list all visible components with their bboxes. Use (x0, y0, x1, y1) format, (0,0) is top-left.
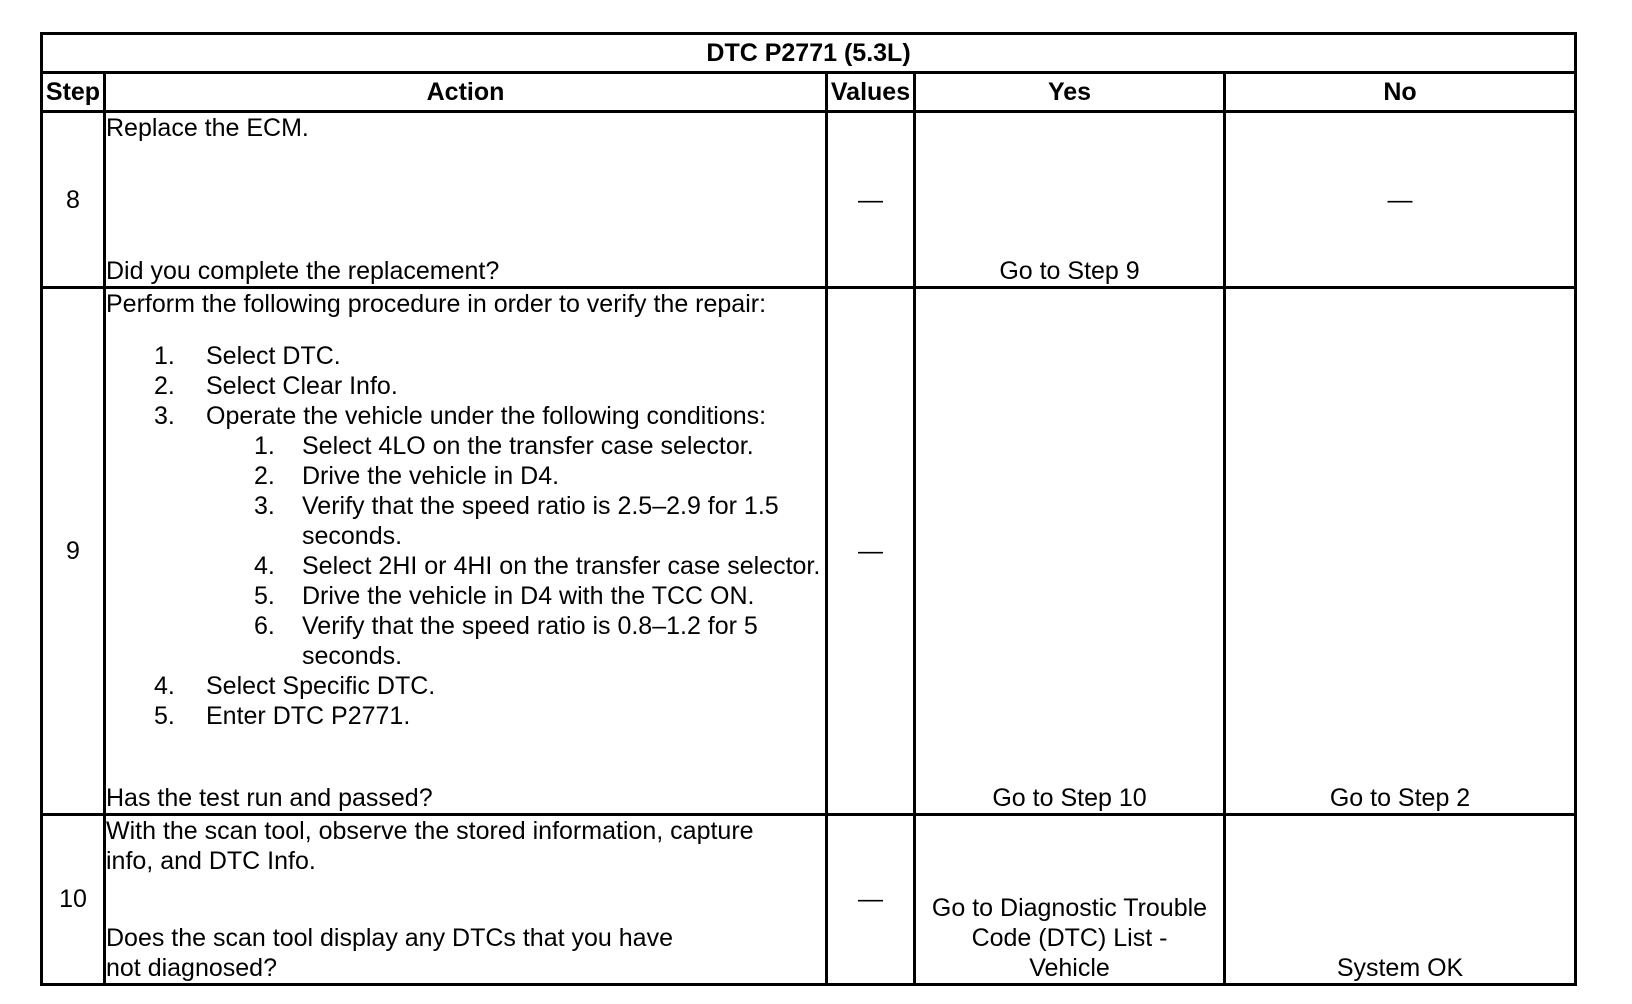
action-question: Does the scan tool display any DTCs that you have not diagnosed? (106, 924, 673, 982)
table-title: DTC P2771 (5.3L) (42, 34, 1576, 73)
header-values: Values (827, 73, 915, 112)
sub-procedure-list (254, 431, 825, 671)
header-step: Step (42, 73, 105, 112)
header-row (42, 73, 1576, 112)
action-intro: With the scan tool, observe the stored information, capture info, and DTC Info. (106, 816, 754, 875)
list-item: 1. Select DTC. (154, 342, 341, 371)
action-cell (105, 814, 827, 984)
header-yes: Yes (915, 73, 1225, 112)
procedure-list (154, 341, 825, 731)
table-row (42, 112, 1576, 288)
yes-cell: Go to Step 10 (915, 288, 1225, 815)
no-cell: Go to Step 2 (1225, 288, 1576, 815)
values-cell: — (827, 112, 915, 288)
list-item: 1. Select 4LO on the transfer case selector. (254, 432, 754, 461)
values-cell: — (827, 814, 915, 984)
values-cell: — (827, 288, 915, 815)
table-row (42, 288, 1576, 815)
step-number: 10 (42, 814, 105, 984)
action-question: Has the test run and passed? (106, 783, 433, 812)
list-item: 2. Drive the vehicle in D4. (254, 462, 560, 491)
list-item: 2. Select Clear Info. (154, 372, 398, 401)
no-cell: System OK (1225, 814, 1576, 984)
action-cell (105, 288, 827, 815)
action-question: Did you complete the replacement? (106, 257, 500, 286)
list-item: 4. Select 2HI or 4HI on the transfer case selector. (254, 552, 821, 581)
list-item: 6. Verify that the speed ratio is 0.8–1.2 for 5 seconds. (254, 612, 758, 671)
action-cell (105, 112, 827, 288)
header-no: No (1225, 73, 1576, 112)
step-number: 8 (42, 112, 105, 288)
list-item: 5. Enter DTC P2771. (154, 702, 411, 731)
table-row (42, 814, 1576, 984)
dtc-table (40, 32, 1577, 986)
list-item: 3. Verify that the speed ratio is 2.5–2.9 for 1.5 seconds. (254, 492, 779, 551)
header-action: Action (105, 73, 827, 112)
action-intro: Replace the ECM. (106, 114, 309, 143)
action-intro: Perform the following procedure in order to verify the repair: (106, 290, 767, 319)
list-item: 4. Select Specific DTC. (154, 672, 436, 701)
list-item: 5. Drive the vehicle in D4 with the TCC ON. (254, 582, 755, 611)
no-cell: — (1225, 112, 1576, 288)
list-item: 3. Operate the vehicle under the following conditions: 1. Select 4LO on the transfer case selector. 2. Drive the vehicle in D4. 3. Verify that the speed ratio is 2.5–2.9 for 1.5 seconds. 4. Select 2HI or 4HI on the transfer case selector. 5. Drive the vehicle in D4 with the TCC ON. 6. Verify that the speed ratio is 0.8–1.2 for 5 seconds. (154, 401, 825, 671)
yes-cell: Go to Step 9 (915, 112, 1225, 288)
yes-cell: Go to Diagnostic Trouble Code (DTC) List - Vehicle (915, 814, 1225, 984)
step-number: 9 (42, 288, 105, 815)
